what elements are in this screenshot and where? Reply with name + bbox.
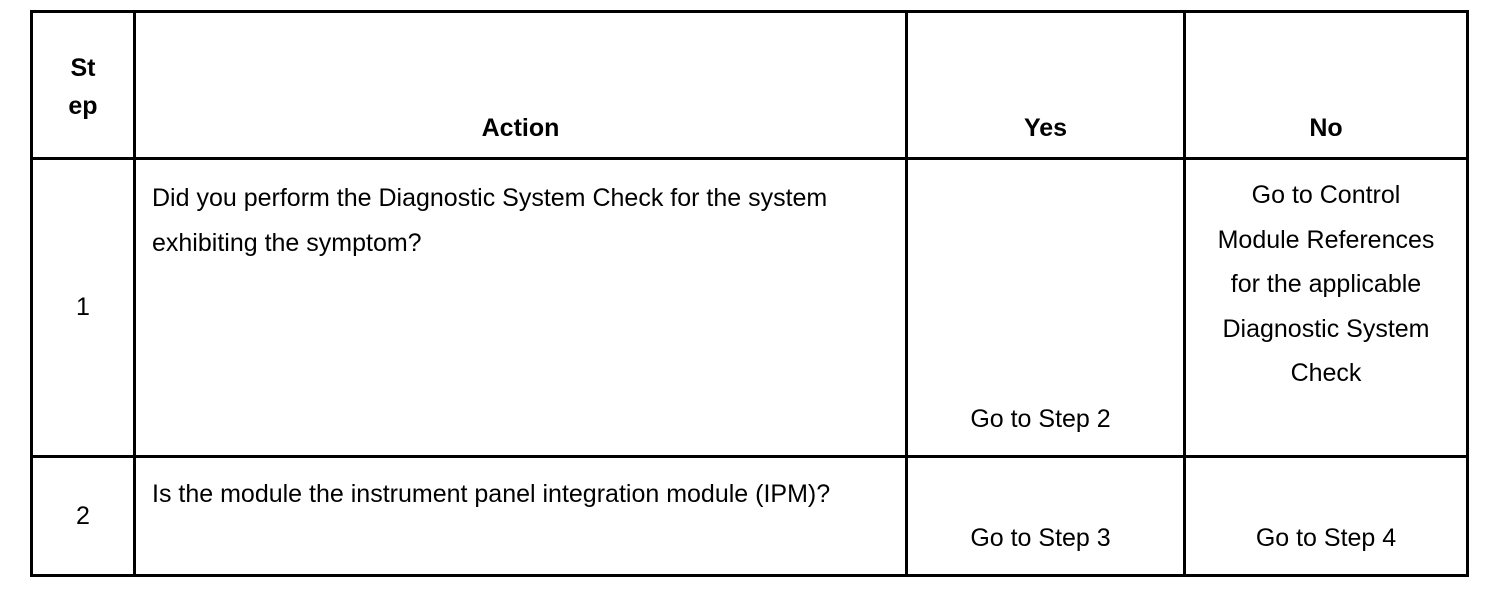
yes-cell: [907, 457, 1185, 576]
header-no: [1185, 12, 1468, 159]
table-header-row: [32, 12, 1468, 159]
yes-result: Go to Step 3: [970, 523, 1111, 552]
header-yes: [907, 12, 1185, 159]
step-number: 1: [32, 159, 135, 457]
action-text: Is the module the instrument panel integration module (IPM)?: [135, 457, 907, 576]
action-text: Did you perform the Diagnostic System Check for the system exhibiting the symptom?: [135, 159, 907, 457]
no-cell: [1185, 457, 1468, 576]
step-number: 2: [32, 457, 135, 576]
header-action: [135, 12, 907, 159]
table-row: [32, 159, 1468, 457]
yes-cell: [907, 159, 1185, 457]
header-action-label: Action: [481, 114, 560, 142]
no-result: Go to Control Module References for the applicable Diagnostic System Check: [1217, 181, 1435, 387]
no-result: Go to Step 4: [1255, 523, 1397, 552]
header-yes-label: Yes: [1023, 114, 1068, 142]
header-no-label: No: [1309, 114, 1343, 142]
diagnostic-table: [30, 10, 1469, 577]
no-cell: [1185, 159, 1468, 457]
table-row: [32, 457, 1468, 576]
yes-result: Go to Step 2: [970, 404, 1111, 433]
header-step: [32, 12, 135, 159]
header-step-label: St ep: [68, 54, 98, 121]
